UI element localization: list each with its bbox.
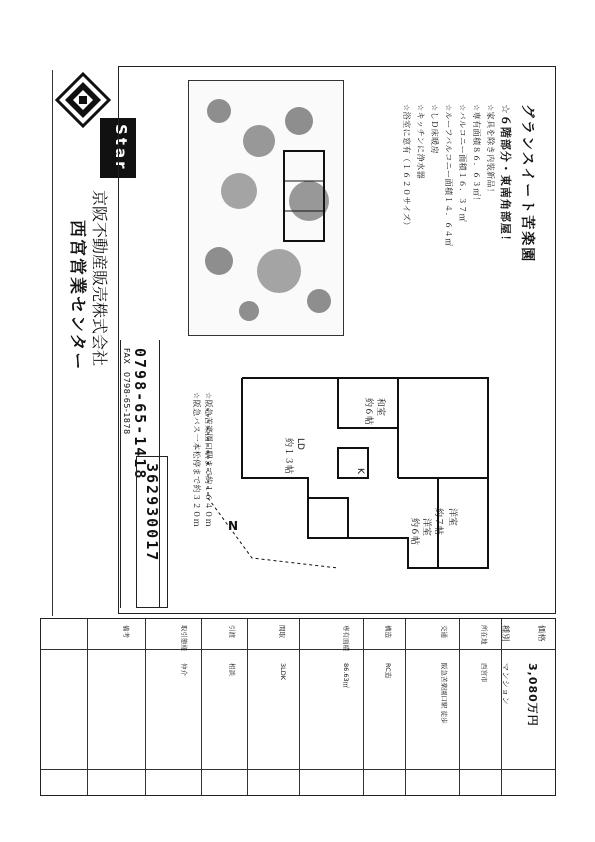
row-label-4: 間取 <box>278 625 286 638</box>
point-1: ☆６階部分・東南角部屋！ <box>499 104 512 247</box>
row-label-8: 引渡 <box>228 625 236 638</box>
point-6: ☆しＤ床暖房 <box>430 104 439 155</box>
price-value: 3,080万円 <box>526 663 539 727</box>
row-value-0: 西宮市 <box>480 663 488 683</box>
listing-number-box <box>136 456 168 608</box>
row-value-2: RC造 <box>384 663 392 679</box>
room-label-4: LD <box>295 438 305 450</box>
north-mark: N <box>228 519 239 533</box>
room-size-3: 約６帖 <box>363 398 373 426</box>
row-value-4: 3LDK <box>279 663 287 681</box>
floor-plan <box>188 368 528 588</box>
row-value-3: 86.63㎡ <box>342 663 350 689</box>
row-label-10: 取引態様 <box>180 625 188 651</box>
type-label: 種別 <box>501 625 510 642</box>
point-2: ☆家具を除き内装新品！ <box>486 104 495 197</box>
room-label-1: 洋室 <box>447 508 457 527</box>
company-fax: 0798-65-1878 <box>122 372 131 435</box>
point-8: ☆浴室に窓有（１６２０サイズ） <box>402 104 411 231</box>
fax-label: FAX <box>122 348 131 365</box>
listing-number: 362930017 <box>143 463 161 563</box>
price-label: 価格 <box>537 625 546 642</box>
property-title: グランスイート苦楽園 <box>519 104 535 264</box>
access-line-2: ☆阪急バス一本松停まで約３２０ｍ <box>192 392 201 528</box>
room-size-2: 約６帖 <box>409 518 419 546</box>
point-4: ☆バルコニー面積１６．３７㎡ <box>458 104 467 223</box>
row-label-0: 所在地 <box>480 625 488 645</box>
point-5: ☆ルーフバルコニー面積１４．６４㎡ <box>444 104 453 247</box>
company-branch: 西宮営業センター <box>67 220 87 372</box>
room-label-2: 洋室 <box>421 518 431 537</box>
row-label-1: 交通 <box>440 625 448 638</box>
brand-text: Star <box>112 124 130 172</box>
row-value-1: 阪急苦楽園口駅 徒歩 <box>440 663 448 724</box>
point-3: ☆専有面積８６．６３㎡！ <box>472 104 481 206</box>
property-photo <box>188 80 344 336</box>
access-line-1: ☆阪急苦楽園口駅まで約１６４０ｍ <box>204 392 213 528</box>
row-label-3: 専有面積 <box>342 625 350 651</box>
row-label-11: 備考 <box>122 625 130 638</box>
row-label-2: 構造 <box>384 625 392 638</box>
spec-table <box>40 618 556 796</box>
room-label-3: 和室 <box>375 398 385 417</box>
company-tel: 0798-65-1418 <box>131 348 149 481</box>
room-size-4: 約１３帖 <box>283 438 293 475</box>
point-7: ☆キッチンに浄水器 <box>416 104 425 180</box>
row-value-8: 相談 <box>228 663 236 676</box>
room-size-1: 約７帖 <box>433 508 443 536</box>
row-value-10: 仲介 <box>180 663 188 676</box>
company-name: 京阪不動産販売株式会社 <box>90 190 109 367</box>
room-label-5: K <box>355 468 365 474</box>
type-value: マンション <box>501 663 510 706</box>
